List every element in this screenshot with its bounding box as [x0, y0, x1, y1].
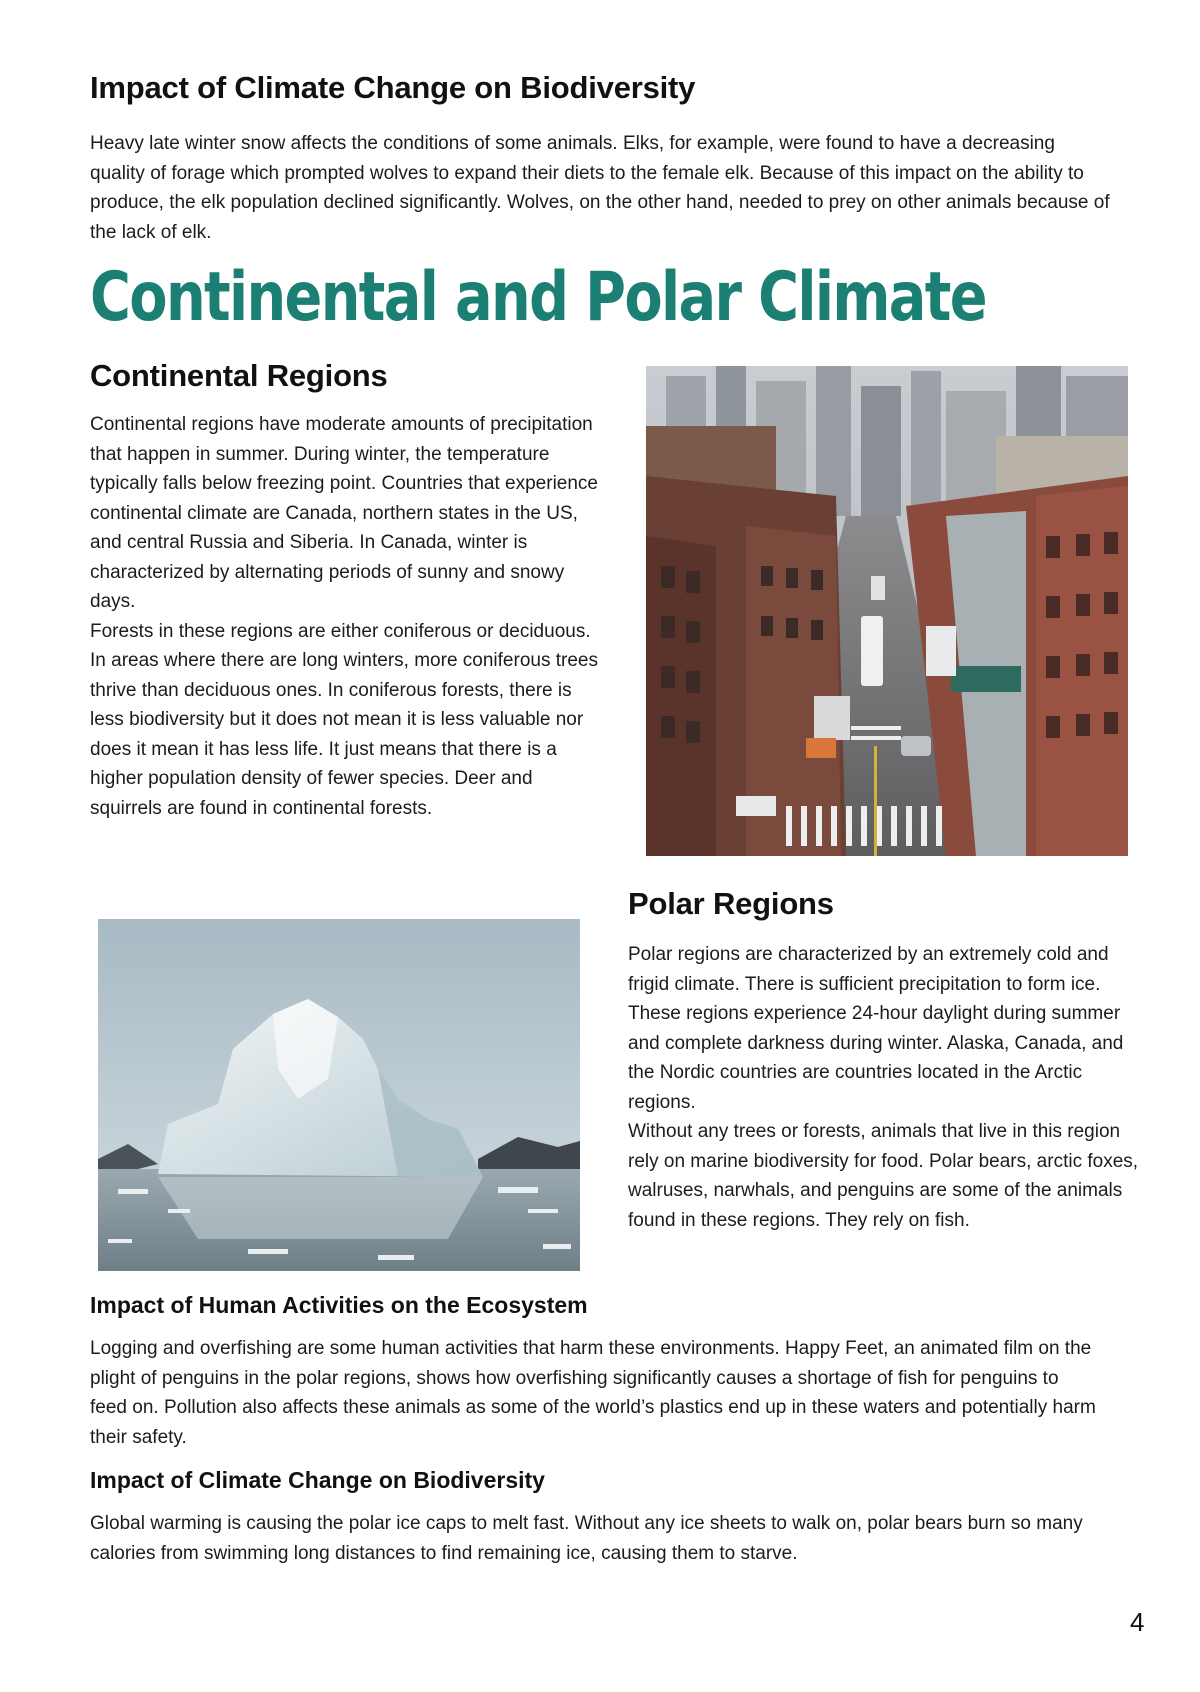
continental-paragraph-2: Forests in these regions are either coniferous or deciduous. In areas where there are long winters, more coniferous trees thrive than deciduous ones. In coniferous forests, there is less biodiversity but it does not mean it is less valuable nor does it mean it has less life. It just means that there is a higher population density of fewer species. Deer and squirrels are found in continental forests. — [90, 620, 598, 819]
page-title: Continental and Polar Climate — [90, 258, 986, 337]
polar-paragraph-2: Without any trees or forests, animals that live in this region rely on marine biodiversity for food. Polar bears, arctic foxes, walruses, narwhals, and penguins are some of the animals found in these regions. They rely on fish. — [628, 1121, 1139, 1231]
heading-continental-regions: Continental Regions — [90, 358, 388, 393]
continental-text — [90, 410, 602, 823]
section-heading-climate-change: Impact of Climate Change on Biodiversity — [90, 70, 696, 105]
paragraph-climate-change-polar: Global warming is causing the polar ice caps to melt fast. Without any ice sheets to walk on, polar bears burn so many calories from swimming long distances to find remaining ice, causing them to starve. — [90, 1513, 1083, 1564]
paragraph-elk-wolves: Heavy late winter snow affects the conditions of some animals. Elks, for example, were found to have a decreasing quality of forage which prompted wolves to expand their diets to the female elk. Because of this impact on the ability to produce, the elk population declined significantly. Wolves, on the other hand, needed to prey on other animals because of the lack of elk. — [90, 133, 1110, 243]
paragraph-human-activities: Logging and overfishing are some human activities that harm these environments. Happy Feet, an animated film on the plight of penguins in the polar regions, shows how overfishing significantly causes a shortage of fish for penguins to feed on. Pollution also affects these animals as some of the world’s plastics end up in these waters and potentially harm their safety. — [90, 1338, 1096, 1448]
city-street-photo — [646, 366, 1128, 856]
page-number: 4 — [1130, 1607, 1145, 1637]
continental-paragraph-1: Continental regions have moderate amounts of precipitation that happen in summer. During winter, the temperature typically falls below freezing point. Countries that experience continental climate are Canada, northern states in the US, and central Russia and Siberia. In Canada, winter is characterized by alternating periods of sunny and snowy days. — [90, 414, 598, 612]
heading-climate-change-polar: Impact of Climate Change on Biodiversity — [90, 1467, 545, 1493]
iceberg-photo — [98, 919, 580, 1271]
heading-polar-regions: Polar Regions — [628, 886, 834, 921]
polar-text — [628, 940, 1143, 1235]
polar-paragraph-1: Polar regions are characterized by an extremely cold and frigid climate. There is sufficient precipitation to form ice. These regions experience 24-hour daylight during summer and complete darkness during winter. Alaska, Canada, and the Nordic countries are countries located in the Arctic regions. — [628, 944, 1124, 1113]
heading-human-activities: Impact of Human Activities on the Ecosystem — [90, 1292, 588, 1318]
